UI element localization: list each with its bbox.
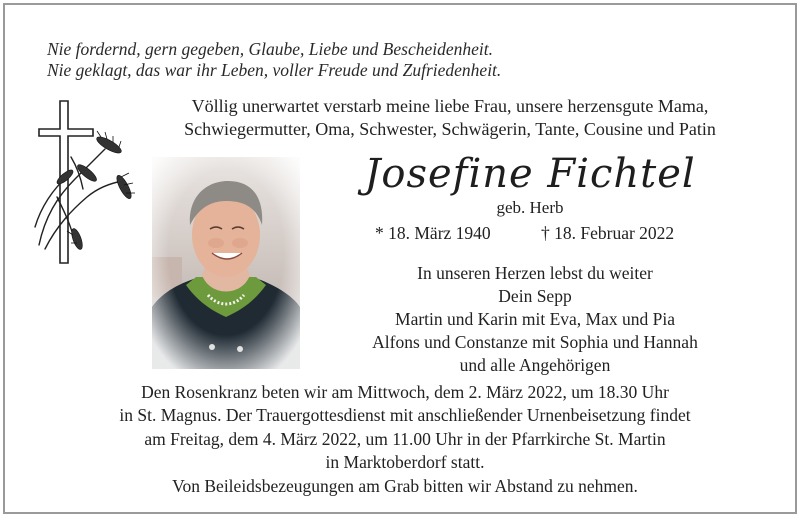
service-line: in St. Magnus. Der Trauergottesdienst mit anschließender Urnenbeisetzung findet — [119, 405, 691, 426]
motto-line: Nie fordernd, gern gegeben, Glaube, Liebe und Bescheidenheit. — [47, 39, 493, 59]
cross-with-wheat-icon — [27, 97, 137, 267]
mourners-line: Martin und Karin mit Eva, Max und Pia — [395, 309, 675, 329]
birth-date: * 18. März 1940 — [375, 223, 491, 243]
service-line: Von Beileidsbezeugungen am Grab bitten wir Abstand zu nehmen. — [172, 475, 638, 496]
service-details — [45, 381, 765, 498]
intro-line: Schwiegermutter, Oma, Schwester, Schwägerin, Tante, Cousine und Patin — [184, 119, 716, 139]
mourners-line: und alle Angehörigen — [459, 355, 611, 375]
deceased-name: Josefine Fichtel — [364, 151, 696, 197]
service-line: am Freitag, dem 4. März 2022, um 11.00 Uhr in der Pfarrkirche St. Martin — [144, 428, 666, 449]
mourners-line: Alfons und Constanze mit Sophia und Hannah — [372, 332, 698, 352]
mourners-line: In unseren Herzen lebst du weiter — [417, 263, 653, 283]
intro-text — [145, 95, 755, 141]
service-line: in Marktoberdorf statt. — [325, 452, 485, 473]
motto-line: Nie geklagt, das war ihr Leben, voller Freude und Zufriedenheit. — [47, 60, 502, 80]
mourners-list — [325, 262, 745, 377]
maiden-name: geb. Herb — [496, 198, 564, 217]
service-line: Den Rosenkranz beten wir am Mittwoch, dem 2. März 2022, um 18.30 Uhr — [141, 382, 669, 402]
motto — [47, 39, 501, 81]
obituary-frame — [3, 3, 797, 514]
mourners-line: Dein Sepp — [498, 286, 572, 306]
death-date: † 18. Februar 2022 — [541, 223, 675, 243]
portrait-photo — [152, 157, 300, 369]
intro-line: Völlig unerwartet verstarb meine liebe Frau, unsere herzensgute Mama, — [191, 96, 709, 116]
